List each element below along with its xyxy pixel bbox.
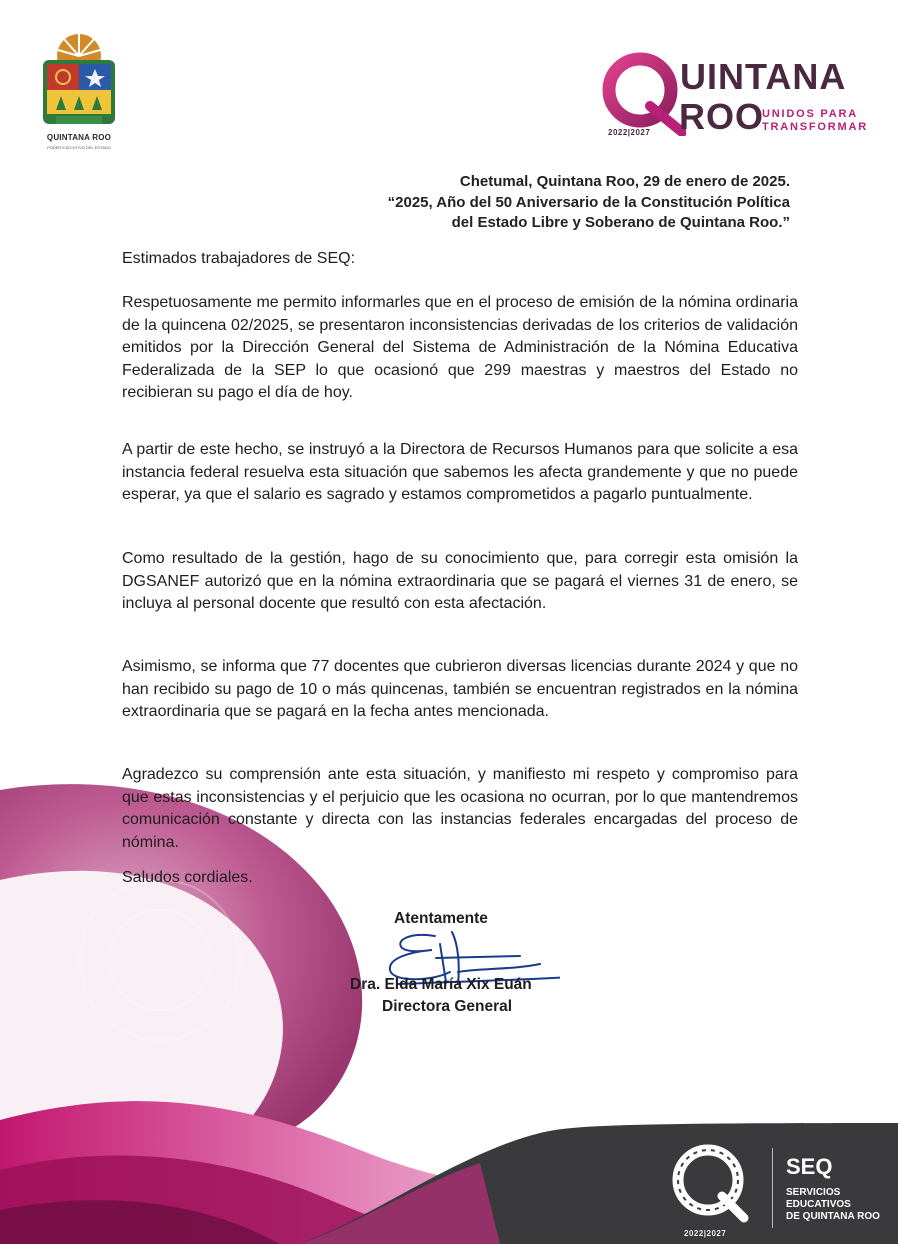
closing-salutation: Saludos cordiales.	[122, 869, 253, 886]
brand-q-icon	[600, 52, 686, 136]
state-name: QUINTANA ROO	[46, 133, 112, 142]
state-coat-of-arms	[36, 30, 122, 160]
greeting: Estimados trabajadores de SEQ:	[122, 250, 356, 267]
body-paragraph-5: Agradezco su comprensión ante esta situación, y manifiesto mi respeto y compromiso para que estas inconsistencias y el perjuicio que les ocasiona no ocurran, por lo que mantendremos comunicación constante y directa con las instancias federales encargadas del proceso de nómina.	[122, 766, 798, 851]
body-paragraph-1: Respetuosamente me permito informarles que en el proceso de emisión de la nómina ordinaria de la quincena 02/2025, se presentaron inconsistencias derivadas de los criterios de validación emitidos por la Dirección General del Sistema de Administración de la Nómina Educativa Federalizada de la SEP lo que ocasionó que 299 maestras y maestros del Estado no recibieran su pago el día de hoy.	[122, 294, 798, 402]
body-paragraph-2: A partir de este hecho, se instruyó a la Directora de Recursos Humanos para que solicite a esa instancia federal resuelva esta situación que sabemos les afecta grandemente y que no puede esperar, ya que el salario es sagrado y estamos comprometidos a pagarlo puntualmente.	[122, 441, 798, 504]
letter-header	[300, 172, 790, 234]
seq-name-line-3: DE QUINTANA ROO	[786, 1211, 880, 1222]
motto-line-1: “2025, Año del 50 Aniversario de la Constitución Política	[387, 193, 790, 211]
seq-name-line-2: EDUCATIVOS	[786, 1199, 851, 1210]
brand-years: 2022|2027	[608, 128, 651, 137]
regards-label: Atentamente	[394, 910, 488, 927]
brand-logo	[600, 52, 868, 142]
seq-emblem-icon	[668, 1140, 752, 1224]
footer-divider	[772, 1148, 773, 1228]
seq-name-line-1: SERVICIOS	[786, 1187, 841, 1198]
body-paragraph-3: Como resultado de la gestión, hago de su conocimiento que, para corregir esta omisión la DGSANEF autorizó que en la nómina extraordinaria que se pagará el viernes 31 de enero, se incluya al personal docente que resultó con esta afectación.	[122, 550, 798, 613]
signer-title: Directora General	[382, 998, 513, 1015]
state-subtitle: PODER EJECUTIVO DEL ESTADO	[47, 145, 111, 150]
brand-tagline-1: UNIDOS PARA	[762, 108, 858, 120]
coat-of-arms-icon	[36, 30, 122, 130]
brand-tagline-2: TRANSFORMAR	[762, 121, 868, 133]
brand-word-1: UINTANA	[680, 56, 847, 97]
brand-word-2: ROO	[679, 96, 765, 137]
seq-years: 2022|2027	[684, 1229, 727, 1238]
motto-line-2: del Estado Libre y Soberano de Quintana Roo.”	[451, 214, 790, 231]
signer-name: Dra. Elda María Xix Euán	[350, 976, 532, 993]
footer-band	[300, 1123, 898, 1244]
seq-full-name	[786, 1187, 896, 1223]
seq-acronym: SEQ	[786, 1154, 833, 1179]
brand-tagline	[762, 108, 868, 134]
place-date: Chetumal, Quintana Roo, 29 de enero de 2025.	[459, 173, 790, 190]
body-paragraph-4: Asimismo, se informa que 77 docentes que cubrieron diversas licencias durante 2024 y que no han recibido su pago de 10 o más quincenas, también se encuentran registrados en la nómina extraordinaria que se pagará en la fecha antes mencionada.	[122, 658, 798, 721]
